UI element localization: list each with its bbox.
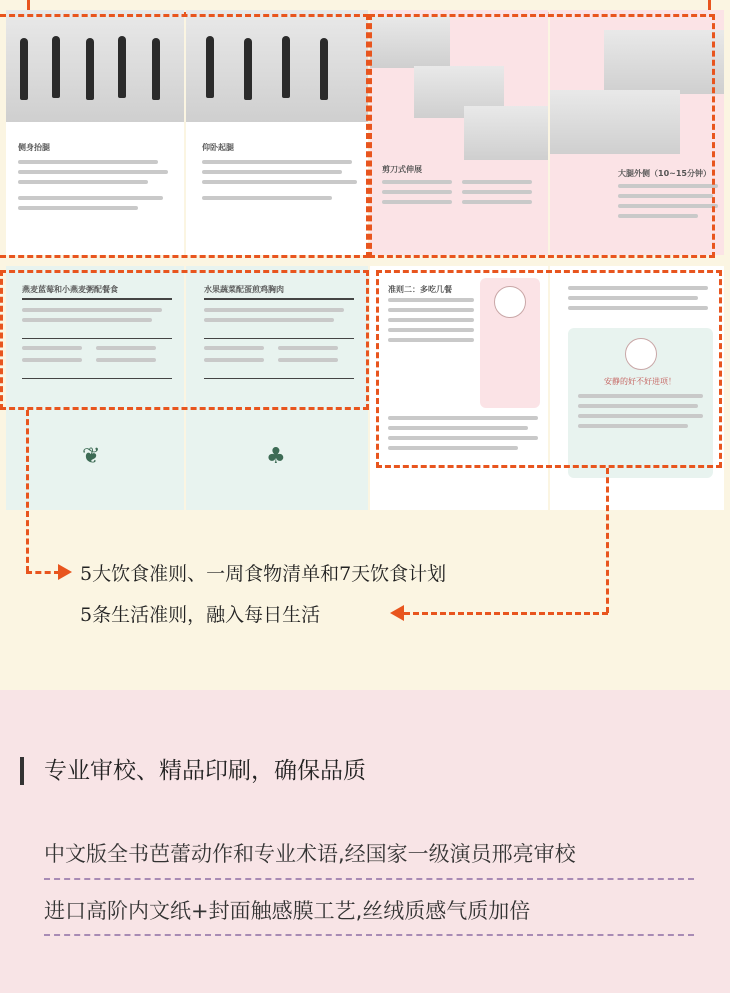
highlight-box (369, 14, 715, 258)
dashed-separator (44, 878, 694, 880)
page-title: 水果蔬菜配蛋煎鸡胸肉 (204, 285, 284, 294)
dashed-connector (404, 612, 608, 618)
caption-diet-plan: 5大饮食准则、一周食物清单和7天饮食计划 (80, 563, 447, 585)
caption-life-rules: 5条生活准则，融入每日生活 (80, 604, 321, 626)
page-title: 剪刀式伸展 (382, 165, 422, 174)
dashed-connector (26, 571, 60, 577)
beet-icon: ♣ (266, 444, 286, 469)
arrow-left-icon (390, 605, 404, 621)
arrow-right-icon (58, 564, 72, 580)
quality-section (0, 690, 730, 993)
dashed-connector (26, 410, 32, 572)
page-title: 仰卧起腿 (202, 143, 234, 152)
page-title: 侧身抬腿 (18, 143, 50, 152)
dashed-separator (44, 934, 694, 936)
highlight-box (0, 14, 369, 258)
section-heading: 专业审校、精品印刷，确保品质 (44, 758, 366, 784)
dashed-connector (606, 468, 612, 613)
highlight-box (376, 270, 722, 468)
wheat-icon: ❦ (82, 444, 101, 469)
page-title: 准则二：多吃几餐 (388, 285, 452, 294)
heading-accent-bar (20, 757, 24, 785)
callout-title: 安静的好不好进项！ (604, 377, 676, 386)
info-printing: 进口高阶内文纸+封面触感膜工艺,丝绒质感气质加倍 (44, 899, 531, 923)
highlight-box (0, 270, 369, 410)
info-proofreading: 中文版全书芭蕾动作和专业术语,经国家一级演员邢亮审校 (44, 842, 576, 866)
page-title: 大腿外侧（10~15分钟） (618, 169, 711, 178)
page-title: 燕麦蓝莓和小燕麦粥配餐食 (22, 285, 118, 294)
